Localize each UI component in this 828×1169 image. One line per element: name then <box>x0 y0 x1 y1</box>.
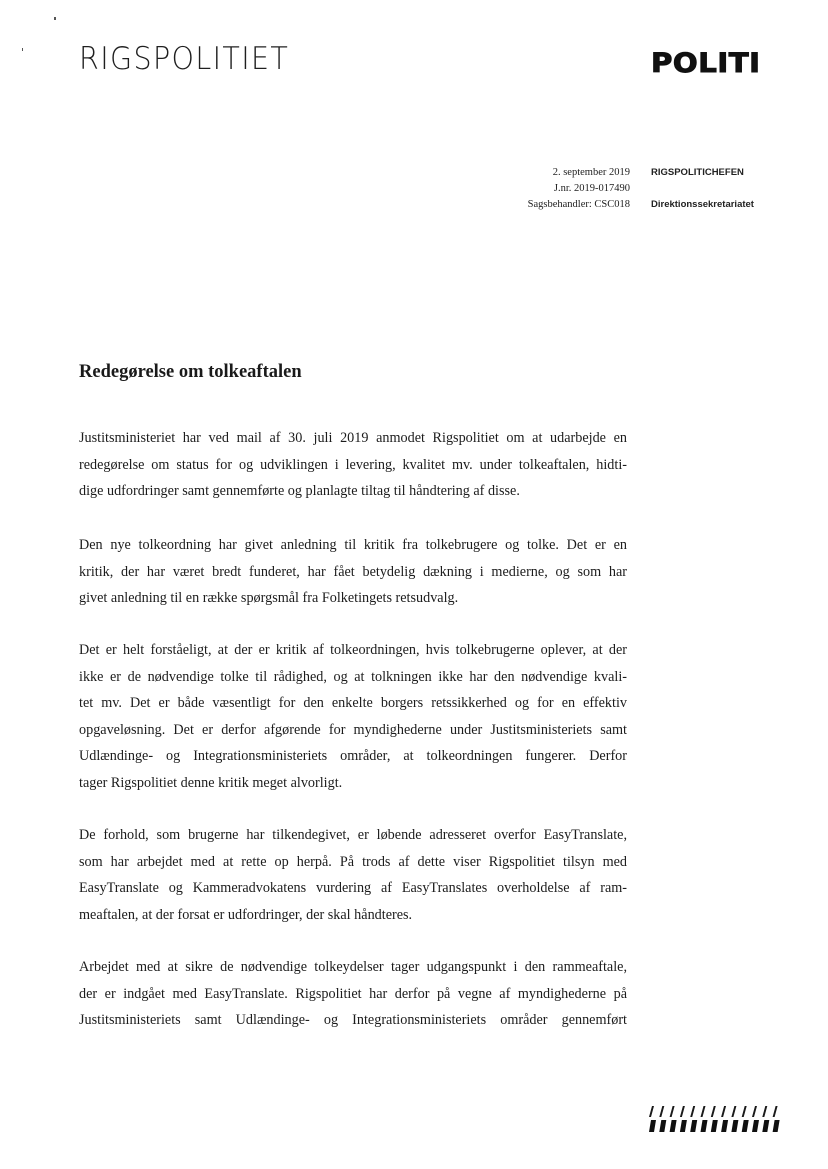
paragraph-line: Den nye tolkeordning har givet anledning til kritik fra tolkebrugere og tolke. Det er en <box>79 537 627 553</box>
paragraph-line: Justitsministeriet har ved mail af 30. juli 2019 anmodet Rigspolitiet om at udarbejde en <box>79 430 627 446</box>
barcode-stroke <box>721 1106 726 1117</box>
barcode-stroke <box>773 1106 778 1117</box>
paragraph-line: dige udfordringer samt gennemførte og planlagte tiltag til håndtering af disse. <box>79 483 520 499</box>
barcode-stroke <box>721 1120 728 1132</box>
barcode-mark <box>647 1106 782 1132</box>
document-title: Redegørelse om tolkeaftalen <box>79 362 302 382</box>
paragraph-line: givet anledning til en række spørgsmål fra Folketingets retsudvalg. <box>79 590 459 606</box>
barcode-stroke <box>742 1106 747 1117</box>
barcode-stroke <box>670 1106 675 1117</box>
secretariat-name: Direktionssekretariatet <box>651 199 754 210</box>
barcode-stroke <box>773 1120 780 1132</box>
barcode-stroke <box>762 1120 769 1132</box>
body-paragraph <box>79 425 627 505</box>
scan-speck <box>22 48 23 51</box>
barcode-stroke <box>742 1120 749 1132</box>
barcode-stroke <box>752 1120 759 1132</box>
body-paragraph <box>79 532 627 612</box>
paragraph-line: Justitsministeriets samt Udlændinge- og Integrationsministeriets områder gennemført <box>79 1012 627 1028</box>
politi-logo: POLITI <box>651 48 761 79</box>
barcode-stroke <box>731 1106 736 1117</box>
barcode-stroke <box>649 1106 654 1117</box>
document-date: 2. september 2019 <box>552 167 630 178</box>
paragraph-line: meaftalen, at der forsat er udfordringer, der skal håndteres. <box>79 906 413 923</box>
paragraph-line: Arbejdet med at sikre de nødvendige tolkeydelser tager udgangspunkt i den rammeaftale, <box>79 959 627 975</box>
paragraph-line: som har arbejdet med at rette op herpå. På trods af dette viser Rigspolitiet tilsyn med <box>79 853 627 870</box>
barcode-stroke <box>680 1120 687 1132</box>
barcode-stroke <box>690 1120 697 1132</box>
body-paragraph <box>79 954 627 1034</box>
paragraph-line: tet mv. Det er både væsentligt for den enkelte borgers retssikkerhed og for en effektiv <box>79 695 627 711</box>
journal-number: J.nr. 2019-017490 <box>553 183 630 194</box>
paragraph-line: tager Rigspolitiet denne kritik meget alvorligt. <box>79 774 343 791</box>
barcode-stroke <box>670 1120 677 1132</box>
paragraph-line: Det er helt forståeligt, at der er kritik af tolkeordningen, hvis tolkebrugerne oplever, at der <box>79 642 627 658</box>
barcode-stroke <box>701 1120 708 1132</box>
paragraph-line: opgaveløsning. Det er derfor afgørende for myndighederne under Justitsministeriets samt <box>79 721 627 738</box>
barcode-stroke <box>690 1106 695 1117</box>
scan-speck <box>54 17 56 20</box>
paragraph-line: Udlændinge- og Integrationsministeriets områder, at tolkeordningen fungerer. Derfor <box>79 748 627 764</box>
paragraph-line: EasyTranslate og Kammeradvokatens vurdering af EasyTranslates overholdelse af ram- <box>79 880 627 896</box>
barcode-stroke <box>659 1120 666 1132</box>
barcode-stroke <box>680 1106 685 1117</box>
barcode-stroke <box>762 1106 767 1117</box>
paragraph-line: kritik, der har været bredt funderet, har fået betydelig dækning i medierne, og som har <box>79 563 627 580</box>
barcode-stroke <box>701 1106 706 1117</box>
barcode-stroke <box>711 1120 718 1132</box>
department-name: RIGSPOLITICHEFEN <box>651 167 744 178</box>
paragraph-line: ikke er de nødvendige tolke til rådighed, og at tolkningen ikke har den nødvendige kvali- <box>79 668 627 685</box>
paragraph-line: der er indgået med EasyTranslate. Rigspolitiet har derfor på vegne af myndighederne på <box>79 985 627 1002</box>
document-meta <box>528 165 630 213</box>
barcode-stroke <box>659 1106 664 1117</box>
org-header: RIGSPOLITIET <box>79 41 290 77</box>
body-paragraph <box>79 637 627 796</box>
case-handler: Sagsbehandler: CSC018 <box>527 199 630 210</box>
barcode-stroke <box>649 1120 656 1132</box>
sender-department <box>651 165 754 213</box>
paragraph-line: De forhold, som brugerne har tilkendegivet, er løbende adresseret overfor EasyTranslate, <box>79 827 627 843</box>
barcode-stroke <box>752 1106 757 1117</box>
paragraph-line: redegørelse om status for og udviklingen i levering, kvalitet mv. under tolkeaftalen, hidti- <box>79 456 627 473</box>
barcode-stroke <box>711 1106 716 1117</box>
body-paragraph <box>79 822 627 928</box>
barcode-stroke <box>731 1120 738 1132</box>
